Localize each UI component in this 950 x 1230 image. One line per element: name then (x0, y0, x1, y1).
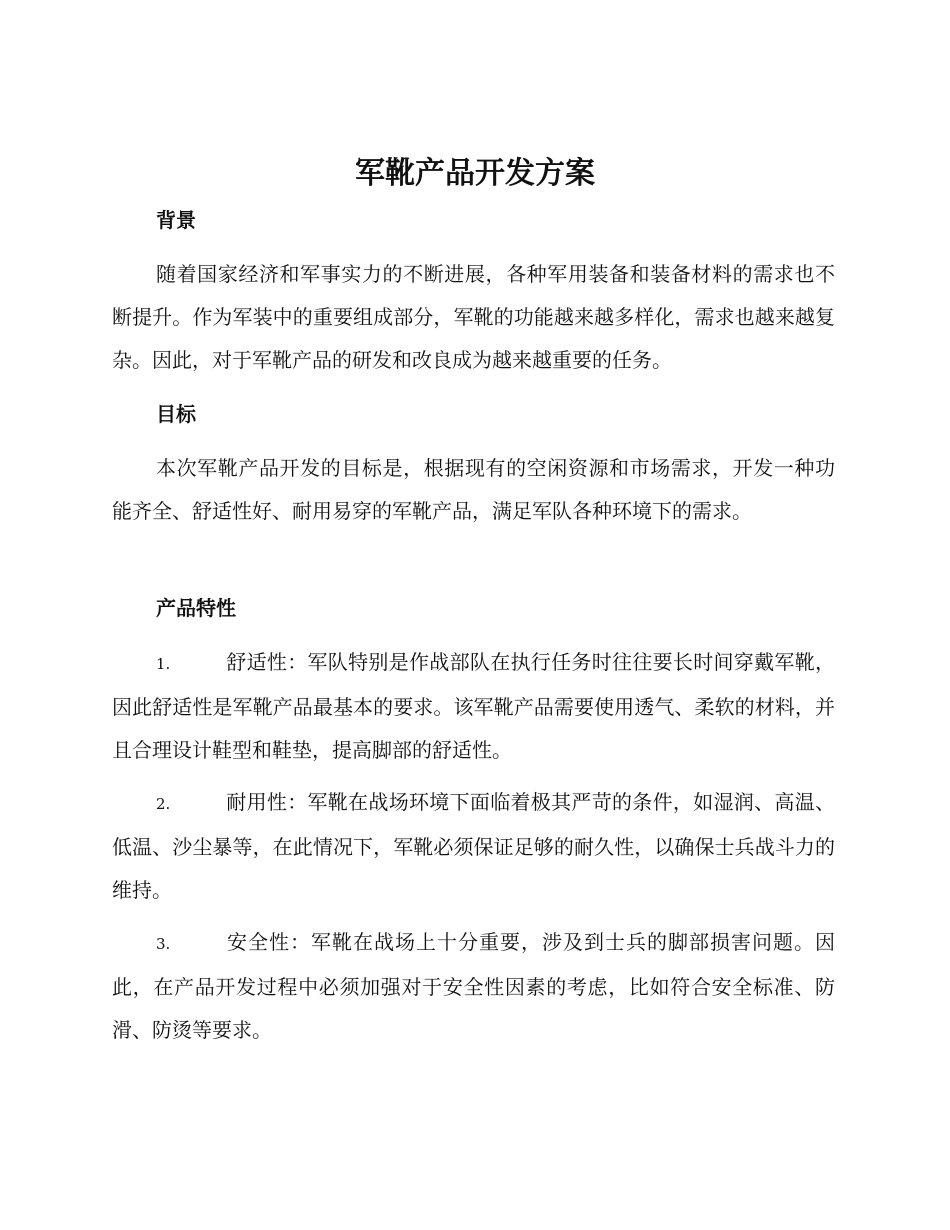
feature-item-comfort (112, 641, 835, 772)
feature-item-safety (112, 921, 835, 1052)
list-number: 2. (156, 795, 171, 813)
feature-text: 舒适性：军队特别是作战部队在执行任务时往往要长时间穿戴军靴，因此舒适性是军靴产品最基本的要求。该军靴产品需要使用透气、柔软的材料，并且合理设计鞋型和鞋垫，提高脚部的舒适性。 (112, 650, 835, 762)
feature-text: 耐用性：军靴在战场环境下面临着极其严苛的条件，如湿润、高温、低温、沙尘暴等，在此情况下，军靴必须保证足够的耐久性，以确保士兵战斗力的维持。 (112, 790, 835, 902)
list-number: 1. (156, 655, 171, 673)
document-title: 军靴产品开发方案 (355, 156, 595, 191)
section-heading-features: 产品特性 (156, 596, 236, 620)
section-paragraph-background: 随着国家经济和军事实力的不断进展，各种军用装备和装备材料的需求也不断提升。作为军装中的重要组成部分，军靴的功能越来越多样化，需求也越来越复杂。因此，对于军靴产品的研发和改良成为越来越重要的任务。 (112, 262, 835, 372)
feature-item-durability (112, 781, 835, 912)
section-paragraph-goal: 本次军靴产品开发的目标是，根据现有的空闲资源和市场需求，开发一种功能齐全、舒适性好、耐用易穿的军靴产品，满足军队各种环境下的需求。 (112, 456, 835, 523)
section-heading-goal: 目标 (156, 402, 196, 426)
feature-text: 安全性：军靴在战场上十分重要，涉及到士兵的脚部损害问题。因此，在产品开发过程中必须加强对于安全性因素的考虑，比如符合安全标准、防滑、防烫等要求。 (112, 930, 835, 1042)
list-number: 3. (156, 935, 171, 953)
section-heading-background: 背景 (156, 208, 196, 232)
